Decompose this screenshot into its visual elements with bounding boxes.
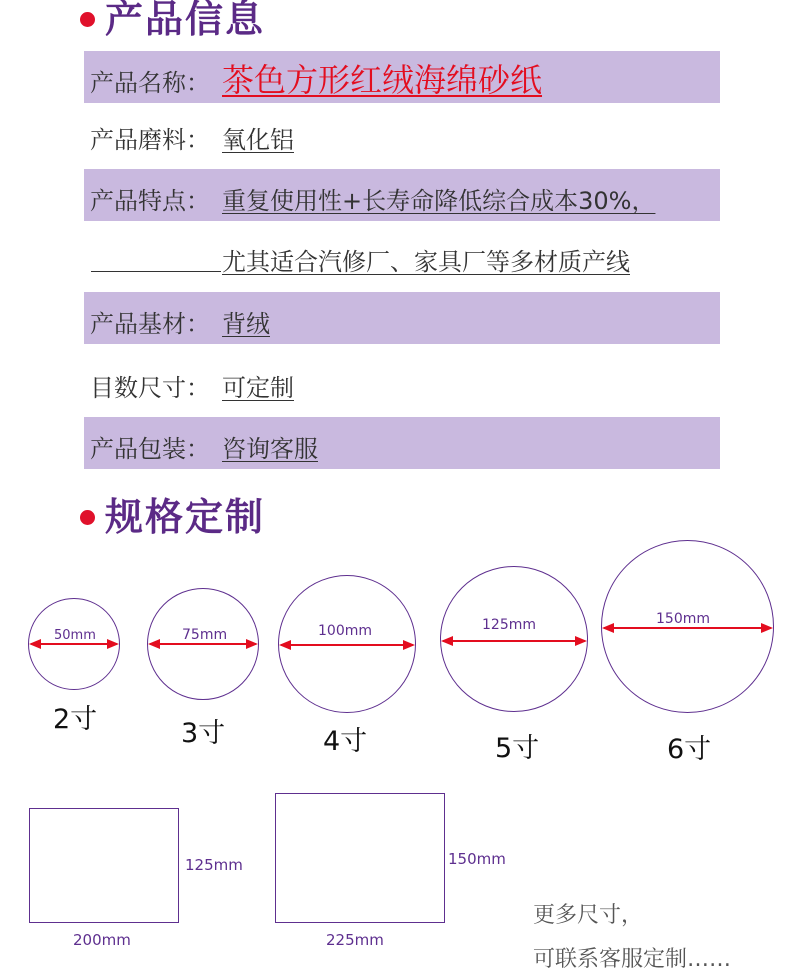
dimension-arrow — [281, 644, 413, 646]
circle-size-label: 6寸 — [667, 734, 712, 765]
substrate-label: 产品基材： — [90, 310, 210, 338]
info-row-name — [84, 51, 720, 103]
dimension-arrow — [31, 643, 117, 645]
abrasive-value: 氧化铝 — [222, 126, 294, 154]
info-row-features — [84, 169, 720, 221]
contact-note: 可联系客服定制…… — [533, 947, 732, 972]
section-title: 规格定制 — [105, 495, 266, 539]
section-heading-specs — [80, 495, 266, 539]
info-row-substrate — [84, 292, 720, 344]
info-row-abrasive — [84, 108, 720, 160]
rect-200x125 — [29, 808, 179, 923]
substrate-value: 背绒 — [222, 310, 270, 338]
bullet-dot-icon — [80, 510, 95, 525]
grit-label: 目数尺寸： — [90, 374, 210, 402]
dimension-arrow — [604, 627, 771, 629]
rect-width-label: 200mm — [73, 931, 131, 949]
circle-diameter-label: 75mm — [182, 627, 228, 643]
info-row-package — [84, 417, 720, 469]
more-sizes-note: 更多尺寸， — [533, 903, 644, 928]
dimension-arrow — [150, 643, 256, 645]
grit-value: 可定制 — [222, 374, 294, 402]
bullet-dot-icon — [80, 12, 95, 27]
circle-5-inch — [440, 566, 588, 712]
section-title: 产品信息 — [105, 0, 266, 41]
features-label: 产品特点： — [90, 187, 210, 215]
rect-width-label: 225mm — [326, 931, 384, 949]
package-value: 咨询客服 — [222, 435, 318, 463]
rect-225x150 — [275, 793, 445, 923]
rect-height-label: 125mm — [185, 856, 243, 874]
circle-diameter-label: 150mm — [656, 611, 710, 627]
circle-diameter-label: 125mm — [482, 617, 536, 633]
section-heading-product-info — [80, 0, 266, 41]
rect-height-label: 150mm — [448, 850, 506, 868]
dimension-arrow — [443, 640, 585, 642]
underline-rule — [91, 271, 221, 272]
abrasive-label: 产品磨料： — [90, 126, 210, 154]
circle-diameter-label: 100mm — [318, 623, 372, 639]
name-label: 产品名称： — [90, 69, 210, 97]
circle-size-label: 3寸 — [181, 718, 226, 749]
package-label: 产品包装： — [90, 435, 210, 463]
name-value: 茶色方形红绒海绵砂纸 — [222, 61, 543, 99]
circle-diameter-label: 50mm — [54, 628, 96, 643]
features-value: 重复使用性+长寿命降低综合成本30%， — [222, 187, 656, 215]
info-row-grit — [84, 356, 720, 408]
features-value-2: 尤其适合汽修厂、家具厂等多材质产线 — [222, 248, 630, 276]
circle-size-label: 4寸 — [323, 726, 368, 757]
circle-size-label: 2寸 — [53, 704, 98, 735]
circle-size-label: 5寸 — [495, 733, 540, 764]
